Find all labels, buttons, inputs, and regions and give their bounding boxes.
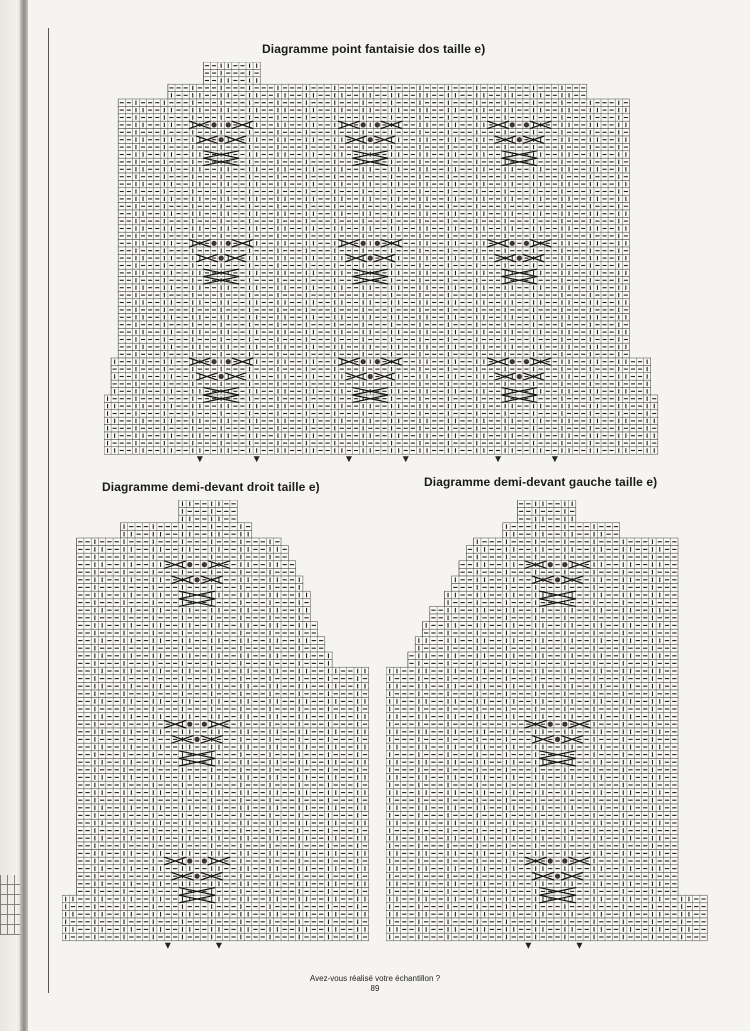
marker-triangle: [525, 943, 531, 949]
marker-triangle: [346, 456, 352, 462]
left-front-stitch-chart: [386, 500, 716, 960]
binding-fold: [20, 0, 28, 1031]
bobble-stitch: [548, 562, 553, 567]
bobble-stitch: [375, 122, 380, 127]
bobble-stitch: [361, 241, 366, 246]
bobble-stitch: [211, 359, 216, 364]
bobble-stitch: [226, 122, 231, 127]
bobble-stitch: [361, 122, 366, 127]
bobble-stitch: [562, 722, 567, 727]
marker-triangle: [254, 456, 260, 462]
bobble-stitch: [562, 858, 567, 863]
right-front-chart-title: Diagramme demi-devant droit taille e): [102, 480, 320, 494]
bobble-stitch: [202, 858, 207, 863]
bobble-stitch: [194, 874, 199, 879]
bobble-stitch: [211, 122, 216, 127]
bobble-stitch: [524, 359, 529, 364]
bobble-stitch: [368, 374, 373, 379]
bobble-stitch: [562, 562, 567, 567]
marker-triangle: [216, 943, 222, 949]
bobble-stitch: [211, 241, 216, 246]
marker-triangle: [165, 943, 171, 949]
bobble-stitch: [194, 577, 199, 582]
back-stitch-chart: [104, 62, 664, 462]
bobble-stitch: [202, 722, 207, 727]
marker-triangle: [197, 456, 203, 462]
marker-triangle: [403, 456, 409, 462]
bobble-stitch: [368, 137, 373, 142]
bobble-stitch: [510, 122, 515, 127]
page-frame-line: [48, 28, 49, 993]
bobble-stitch: [194, 737, 199, 742]
footer-question: Avez-vous réalisé votre échantillon ?: [309, 974, 441, 983]
bobble-stitch: [555, 577, 560, 582]
bobble-stitch: [187, 722, 192, 727]
marker-triangle: [552, 456, 558, 462]
bobble-stitch: [226, 359, 231, 364]
bobble-stitch: [524, 241, 529, 246]
bobble-stitch: [219, 256, 224, 261]
marker-triangle: [576, 943, 582, 949]
bobble-stitch: [524, 122, 529, 127]
bobble-stitch: [187, 858, 192, 863]
bobble-stitch: [368, 256, 373, 261]
bobble-stitch: [517, 137, 522, 142]
bobble-stitch: [548, 858, 553, 863]
bobble-stitch: [517, 256, 522, 261]
right-front-stitch-chart: [62, 500, 382, 960]
previous-page-chart-fragment: [0, 875, 20, 935]
bobble-stitch: [187, 562, 192, 567]
bobble-stitch: [517, 374, 522, 379]
bobble-stitch: [226, 241, 231, 246]
bobble-stitch: [202, 562, 207, 567]
previous-page-edge: [0, 0, 28, 1031]
bobble-stitch: [548, 722, 553, 727]
bobble-stitch: [555, 874, 560, 879]
marker-triangle: [495, 456, 501, 462]
bobble-stitch: [555, 737, 560, 742]
bobble-stitch: [219, 137, 224, 142]
bobble-stitch: [361, 359, 366, 364]
bobble-stitch: [375, 359, 380, 364]
back-chart-title: Diagramme point fantaisie dos taille e): [262, 42, 486, 56]
bobble-stitch: [510, 241, 515, 246]
left-front-chart-title: Diagramme demi-devant gauche taille e): [424, 475, 658, 489]
page-number: 89: [370, 984, 380, 993]
bobble-stitch: [219, 374, 224, 379]
bobble-stitch: [510, 359, 515, 364]
bobble-stitch: [375, 241, 380, 246]
